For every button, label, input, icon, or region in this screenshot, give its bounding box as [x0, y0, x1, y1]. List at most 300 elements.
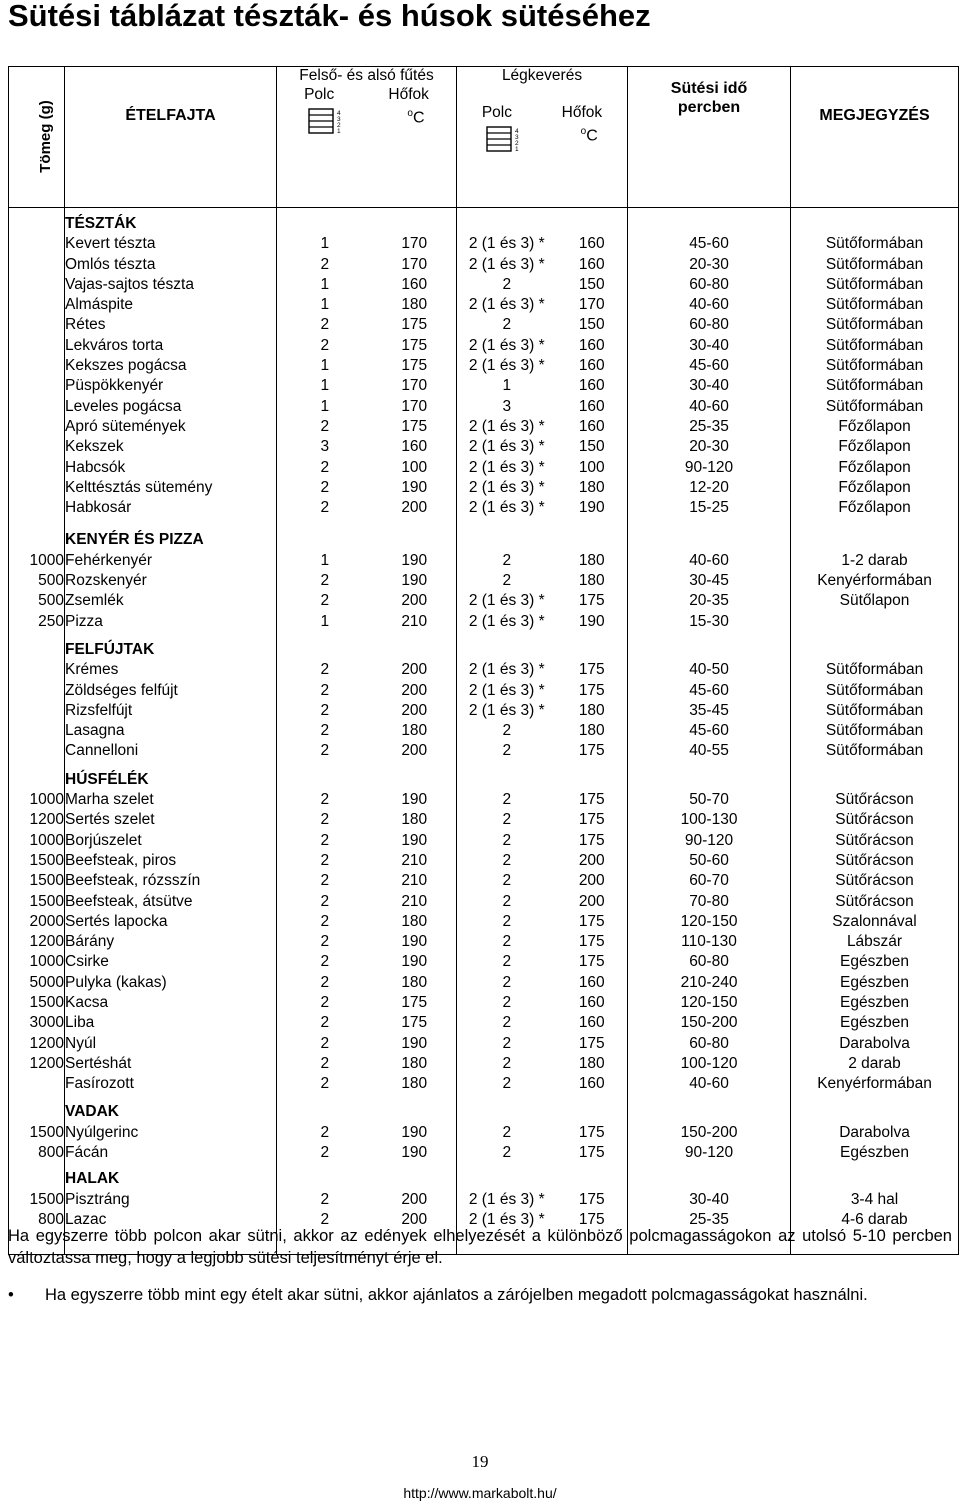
- section-heading-spacer: [791, 640, 958, 660]
- fan-shelf-label: Polc: [481, 104, 512, 121]
- cell-time: 60-80: [689, 316, 729, 334]
- cell-time: 60-80: [689, 953, 729, 971]
- cell-t1: 170: [401, 255, 428, 273]
- cell-note: Sütőformában: [825, 377, 924, 395]
- section-gap: [557, 1094, 628, 1102]
- cell-food: Beefsteak, rózsszín: [65, 872, 201, 890]
- cell-t1: 190: [401, 551, 428, 569]
- cell-t1: 170: [401, 235, 428, 253]
- cell-food: Kacsa: [65, 993, 109, 1011]
- cell-p2: 2: [502, 851, 512, 869]
- conv-shelf-num-2: 2: [337, 122, 342, 129]
- cell-t1: 180: [401, 1054, 428, 1072]
- section-gap: [628, 762, 790, 770]
- section-heading-spacer: [791, 214, 958, 234]
- section-heading-spacer: [9, 530, 64, 550]
- footer-url: http://www.markabolt.hu/: [403, 1485, 557, 1501]
- cell-t1: 180: [401, 1075, 428, 1093]
- cell-p1: 2: [320, 1144, 330, 1162]
- cell-food: Kekszes pogácsa: [65, 357, 187, 375]
- cell-p2: 2: [502, 1014, 512, 1032]
- cell-p2: 2 (1 és 3) *: [468, 458, 545, 476]
- cell-t1: 170: [401, 377, 428, 395]
- section-heading-spacer: [628, 1102, 790, 1122]
- section-gap: [628, 518, 790, 530]
- cell-t1: 160: [401, 438, 428, 456]
- cell-food: Kekszek: [65, 438, 124, 456]
- conv-degree-unit: $^o$C: [407, 108, 425, 127]
- section-gap: [373, 632, 457, 640]
- cell-food: Kevert tészta: [65, 235, 156, 253]
- cell-p1: 2: [320, 1123, 330, 1141]
- cell-t1: 200: [401, 1210, 428, 1228]
- cell-p1: 1: [320, 397, 330, 415]
- cell-t1: 190: [401, 953, 428, 971]
- cell-p2: 2: [502, 551, 512, 569]
- conv-shelf-column: [277, 208, 373, 1255]
- cell-p1: 2: [320, 722, 330, 740]
- section-gap: [277, 1094, 373, 1102]
- section-gap: [628, 632, 790, 640]
- cell-food: Zöldséges felfújt: [65, 681, 178, 699]
- cell-t1: 160: [401, 275, 428, 293]
- cell-time: 45-60: [689, 357, 729, 375]
- section-gap: [65, 762, 276, 770]
- cell-p2: 2: [502, 275, 512, 293]
- food-column: [65, 208, 277, 1255]
- cell-w: [9, 660, 64, 680]
- cell-t1: 190: [401, 478, 428, 496]
- cell-t1: 210: [401, 612, 428, 630]
- cell-t1: 175: [401, 993, 428, 1011]
- cell-t2: 160: [578, 973, 605, 991]
- cell-note: Egészben: [840, 993, 909, 1011]
- cell-t2: 175: [578, 1123, 605, 1141]
- cell-food: Nyúlgerinc: [65, 1123, 139, 1141]
- cell-food: Fasírozott: [65, 1075, 134, 1093]
- cell-time: 15-30: [689, 612, 729, 630]
- cell-w: 1500: [29, 872, 64, 890]
- cell-p1: 2: [320, 1014, 330, 1032]
- section-heading-spacer: [557, 1169, 628, 1189]
- cell-time: 90-120: [684, 831, 734, 849]
- cell-p1: 2: [320, 831, 330, 849]
- cell-note: 2 darab: [848, 1054, 901, 1072]
- section-heading-spacer: [373, 640, 457, 660]
- section-gap: [457, 1094, 557, 1102]
- cell-p2: 2 (1 és 3) *: [468, 499, 545, 517]
- cell-note: Sütőformában: [825, 397, 924, 415]
- section-gap: [791, 762, 958, 770]
- cell-p2: 2: [502, 933, 512, 951]
- cell-p2: 2: [502, 791, 512, 809]
- cell-p1: 2: [320, 1075, 330, 1093]
- cell-note: Darabolva: [839, 1123, 910, 1141]
- section-heading-spacer: [791, 1169, 958, 1189]
- cell-p1: 2: [320, 336, 330, 354]
- cell-w: [9, 681, 64, 701]
- conv-shelf-num-3: 3: [337, 116, 342, 123]
- cell-t2: 175: [578, 831, 605, 849]
- cell-p1: 2: [320, 458, 330, 476]
- section-heading-spacer: [628, 530, 790, 550]
- cell-time: 110-130: [681, 933, 737, 951]
- cell-time: 100-120: [680, 1054, 738, 1072]
- cell-note: Sütőlapon: [839, 592, 910, 610]
- cell-p1: 2: [320, 912, 330, 930]
- cell-time: 50-70: [689, 791, 729, 809]
- cell-w: 1200: [29, 1034, 64, 1052]
- section-heading-spacer: [457, 1169, 557, 1189]
- cell-t2: 160: [578, 1075, 605, 1093]
- cell-food: Beefsteak, piros: [65, 851, 177, 869]
- cell-t2: 175: [578, 811, 605, 829]
- cell-note: Főzőlapon: [838, 458, 911, 476]
- section-heading-spacer: [457, 530, 557, 550]
- cell-w: [9, 295, 64, 315]
- cell-t2: 160: [578, 1014, 605, 1032]
- cell-food: Püspökkenyér: [65, 377, 164, 395]
- cell-p2: 2 (1 és 3) *: [468, 296, 545, 314]
- cell-t2: 180: [578, 478, 605, 496]
- cell-p2: 2: [502, 316, 512, 334]
- cell-food: Beefsteak, átsütve: [65, 892, 193, 910]
- cell-note: Főzőlapon: [838, 499, 911, 517]
- cell-w: [9, 417, 64, 437]
- cell-note: Főzőlapon: [838, 417, 911, 435]
- food-header-label: ÉTELFAJTA: [125, 107, 216, 124]
- section-gap: [277, 762, 373, 770]
- cell-p1: 2: [320, 1210, 330, 1228]
- cell-note: Sütőformában: [825, 316, 924, 334]
- cell-time: 40-50: [689, 661, 729, 679]
- time-header: [628, 67, 791, 208]
- cell-p1: 2: [320, 933, 330, 951]
- fan-degree-unit: $^o$C: [580, 126, 598, 145]
- cell-time: 40-60: [689, 296, 729, 314]
- cell-time: 90-120: [684, 1144, 734, 1162]
- section-heading: HÚSFÉLÉK: [65, 770, 149, 788]
- cell-t1: 170: [401, 397, 428, 415]
- conv-title: Felső- és alsó fűtés: [299, 67, 434, 84]
- cell-w: 800: [38, 1210, 64, 1228]
- cell-w: [9, 437, 64, 457]
- cell-p1: 1: [320, 357, 330, 375]
- cell-note: Sütőrácson: [835, 872, 914, 890]
- section-gap: [557, 632, 628, 640]
- fan-shelf-num-4: 4: [515, 128, 519, 135]
- cell-food: Lekváros torta: [65, 336, 164, 354]
- section-gap: [277, 632, 373, 640]
- cell-w: 250: [38, 612, 64, 630]
- cell-t1: 200: [401, 661, 428, 679]
- cell-w: [9, 255, 64, 275]
- cell-food: Nyúl: [65, 1034, 97, 1052]
- cell-t2: 180: [578, 1054, 605, 1072]
- cell-t2: 150: [578, 438, 605, 456]
- cell-w: 1500: [29, 892, 64, 910]
- section-heading-spacer: [628, 1169, 790, 1189]
- section-heading-spacer: [457, 770, 557, 790]
- cell-p1: 2: [320, 892, 330, 910]
- cell-t2: 175: [578, 742, 605, 760]
- cell-note: Sütőformában: [825, 742, 924, 760]
- section-gap: [457, 632, 557, 640]
- cell-food: Krémes: [65, 661, 119, 679]
- conv-header: [277, 67, 457, 208]
- section-gap: [65, 632, 276, 640]
- cell-time: 60-80: [689, 275, 729, 293]
- cell-t1: 210: [401, 872, 428, 890]
- cell-note: Főzőlapon: [838, 438, 911, 456]
- cell-w: 800: [38, 1144, 64, 1162]
- cell-w: [9, 478, 64, 498]
- cell-time: 30-40: [689, 377, 729, 395]
- cell-t1: 190: [401, 791, 428, 809]
- table-body-row: [9, 208, 959, 1255]
- cell-time: 40-60: [689, 551, 729, 569]
- cell-t2: 175: [578, 953, 605, 971]
- section-gap: [65, 518, 276, 530]
- section-gap: [457, 518, 557, 530]
- conv-shelf-num-4: 4: [337, 110, 342, 117]
- section-heading-spacer: [628, 640, 790, 660]
- cell-p2: 2: [502, 912, 512, 930]
- cell-p1: 2: [320, 701, 330, 719]
- footnote: Ha egyszerre több polcon akar sütni, akkor az edények elhelyezését a különböző polcmagasságokon az utolsó 5-10 percben változtassa meg, hogy a legjobb sütési teljesítményt érje el.: [8, 1227, 952, 1267]
- section-heading: VADAK: [65, 1103, 119, 1121]
- cell-p2: 2 (1 és 3) *: [468, 612, 545, 630]
- section-heading-spacer: [9, 214, 64, 234]
- cell-w: 500: [38, 592, 64, 610]
- section-heading-spacer: [9, 1169, 64, 1189]
- section-gap: [791, 1094, 958, 1102]
- cell-t2: 180: [578, 701, 605, 719]
- section-heading-spacer: [277, 214, 373, 234]
- section-heading-spacer: [457, 214, 557, 234]
- cell-w: 5000: [29, 973, 64, 991]
- cell-t2: 170: [578, 296, 605, 314]
- cell-t2: 175: [578, 1144, 605, 1162]
- cell-t2: 160: [578, 397, 605, 415]
- section-heading-spacer: [791, 1102, 958, 1122]
- cell-time: 120-150: [680, 912, 738, 930]
- cell-p1: 2: [320, 1034, 330, 1052]
- cell-w: [9, 741, 64, 761]
- note-header: [791, 67, 959, 208]
- cell-p1: 2: [320, 681, 330, 699]
- section-gap: [9, 1094, 64, 1102]
- cell-time: 25-35: [689, 417, 729, 435]
- cell-p2: 2: [502, 993, 512, 1011]
- cell-t1: 180: [401, 912, 428, 930]
- cell-note: Sütőrácson: [835, 811, 914, 829]
- cell-note: Főzőlapon: [838, 478, 911, 496]
- cell-note: Egészben: [840, 953, 909, 971]
- cell-p2: 2: [502, 953, 512, 971]
- cell-time: 20-30: [689, 255, 729, 273]
- cell-t2: 160: [578, 417, 605, 435]
- cell-p2: 1: [502, 377, 512, 395]
- cell-note: Kenyérformában: [817, 572, 932, 590]
- bullet-icon: •: [8, 1286, 14, 1304]
- section-heading-spacer: [373, 770, 457, 790]
- cell-t1: 180: [401, 973, 428, 991]
- cell-w: 1200: [29, 933, 64, 951]
- cell-w: 1000: [29, 791, 64, 809]
- section-heading: TÉSZTÁK: [65, 215, 137, 232]
- cell-time: 45-60: [689, 722, 729, 740]
- section-heading-spacer: [9, 1102, 64, 1122]
- cell-t1: 175: [401, 336, 428, 354]
- cell-food: Liba: [65, 1014, 95, 1032]
- section-gap: [277, 518, 373, 530]
- cell-w: [9, 234, 64, 254]
- cell-t1: 200: [401, 499, 428, 517]
- cell-p2: 2: [502, 742, 512, 760]
- cell-t2: 175: [578, 681, 605, 699]
- section-heading-spacer: [9, 770, 64, 790]
- cell-food: Cannelloni: [65, 742, 139, 760]
- weight-header: [9, 67, 65, 208]
- cell-note: Sütőformában: [825, 296, 924, 314]
- cell-t2: 175: [578, 912, 605, 930]
- cell-t1: 190: [401, 572, 428, 590]
- cell-w: [9, 498, 64, 518]
- cell-note: Sütőrácson: [835, 791, 914, 809]
- cell-t2: 175: [578, 1034, 605, 1052]
- cell-t2: 175: [578, 592, 605, 610]
- cell-t1: 175: [401, 1014, 428, 1032]
- cell-p2: 3: [502, 397, 512, 415]
- fan-shelf-num-2: 2: [515, 140, 519, 147]
- cell-t2: 200: [578, 851, 605, 869]
- cell-p1: 2: [320, 316, 330, 334]
- cell-food: Pulyka (kakas): [65, 973, 167, 991]
- cell-note: Egészben: [840, 1144, 909, 1162]
- cell-food: Rétes: [65, 316, 106, 334]
- cell-p2: 2 (1 és 3) *: [468, 681, 545, 699]
- section-gap: [791, 632, 958, 640]
- cell-food: Habcsók: [65, 458, 126, 476]
- cell-p2: 2 (1 és 3) *: [468, 1190, 545, 1208]
- cell-food: Habkosár: [65, 499, 132, 517]
- cell-p1: 2: [320, 417, 330, 435]
- page-number: 19: [471, 1452, 489, 1471]
- cell-t2: 180: [578, 551, 605, 569]
- section-heading-spacer: [557, 1102, 628, 1122]
- fan-shelf-icon: [486, 126, 522, 157]
- cell-time: 15-25: [689, 499, 729, 517]
- cell-p1: 2: [320, 592, 330, 610]
- cell-p1: 1: [320, 275, 330, 293]
- page-title: Sütési táblázat tészták- és húsok sütéséhez: [8, 0, 651, 33]
- fan-shelf-column: [457, 208, 557, 1255]
- bullet-note: [8, 1284, 952, 1306]
- cell-p2: 2: [502, 1144, 512, 1162]
- cell-p1: 2: [320, 742, 330, 760]
- cell-w: [9, 1074, 64, 1094]
- cell-t1: 200: [401, 701, 428, 719]
- cell-time: 50-60: [689, 851, 729, 869]
- cell-food: Lazac: [65, 1210, 107, 1228]
- cell-w: 1000: [29, 953, 64, 971]
- cell-w: [9, 356, 64, 376]
- cell-p1: 1: [320, 377, 330, 395]
- section-heading-spacer: [373, 1169, 457, 1189]
- fan-shelf-num-3: 3: [515, 134, 519, 141]
- conv-shelf-num-1: 1: [337, 128, 342, 134]
- fan-temp-label: Hőfok: [561, 104, 603, 121]
- cell-time: 30-45: [689, 572, 729, 590]
- section-heading-spacer: [791, 770, 958, 790]
- cell-p2: 2 (1 és 3) *: [468, 438, 545, 456]
- cell-w: [9, 315, 64, 335]
- cell-time: 60-70: [689, 872, 729, 890]
- cell-t2: 180: [578, 722, 605, 740]
- cell-note: Sütőformában: [825, 357, 924, 375]
- cell-food: Marha szelet: [65, 791, 154, 809]
- cell-p2: 2: [502, 722, 512, 740]
- cell-time: 40-60: [689, 1075, 729, 1093]
- cell-p2: 2 (1 és 3) *: [468, 592, 545, 610]
- cell-p2: 2: [502, 1054, 512, 1072]
- cell-t2: 150: [578, 316, 605, 334]
- cell-food: Fácán: [65, 1144, 109, 1162]
- cell-note: Lábszár: [846, 933, 903, 951]
- cell-time: 25-35: [689, 1210, 729, 1228]
- cell-p2: 2 (1 és 3) *: [468, 336, 545, 354]
- cell-p1: 2: [320, 1054, 330, 1072]
- cell-note: Szalonnával: [832, 912, 917, 930]
- cell-w: [9, 397, 64, 417]
- cell-food: Lasagna: [65, 722, 125, 740]
- cell-t1: 100: [401, 458, 428, 476]
- cell-time: 40-60: [689, 397, 729, 415]
- cell-t1: 190: [401, 1034, 428, 1052]
- conv-shelf-label: Polc: [304, 86, 335, 103]
- section-heading-spacer: [373, 1102, 457, 1122]
- cell-food: Bárány: [65, 933, 115, 951]
- cell-food: Vajas-sajtos tészta: [65, 275, 194, 293]
- cell-t1: 175: [401, 417, 428, 435]
- cell-t1: 210: [401, 851, 428, 869]
- cell-note: Sütőformában: [825, 235, 924, 253]
- bullet-text: Ha egyszerre több mint egy ételt akar sütni, akkor ajánlatos a zárójelben megadott polcmagasságokat használni.: [45, 1286, 868, 1304]
- cell-p1: 1: [320, 235, 330, 253]
- cell-p1: 2: [320, 661, 330, 679]
- section-heading-spacer: [557, 770, 628, 790]
- cell-w: 1500: [29, 1190, 64, 1208]
- section-gap: [9, 632, 64, 640]
- cell-t2: 160: [578, 336, 605, 354]
- section-heading: FELFÚJTAK: [65, 640, 155, 658]
- cell-time: 35-45: [689, 701, 729, 719]
- cell-food: Leveles pogácsa: [65, 397, 182, 415]
- cell-w: 2000: [29, 912, 64, 930]
- cell-food: Kelttésztás sütemény: [65, 478, 213, 496]
- section-gap: [628, 1094, 790, 1102]
- header-row: [9, 67, 959, 208]
- fan-temp-column: [557, 208, 628, 1255]
- cell-t2: 160: [578, 377, 605, 395]
- cell-t1: 175: [401, 316, 428, 334]
- fan-shelf-num-1: 1: [515, 146, 519, 152]
- section-gap: [557, 518, 628, 530]
- cell-t1: 190: [401, 831, 428, 849]
- cell-t2: 175: [578, 661, 605, 679]
- cell-food: Pisztráng: [65, 1190, 130, 1208]
